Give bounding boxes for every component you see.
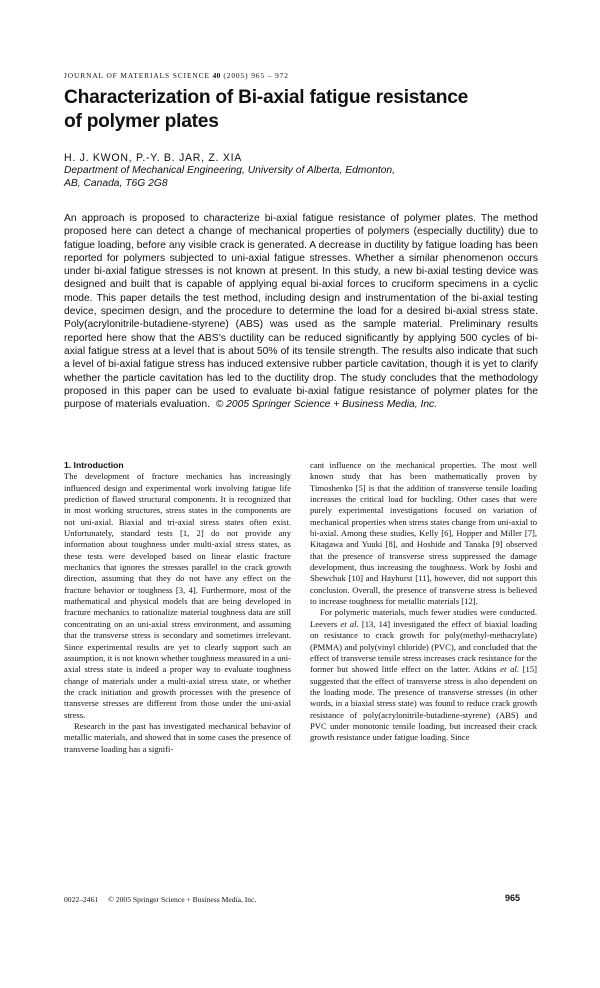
article-title [64,86,534,134]
page-number: 965 [505,893,521,903]
paragraph [310,607,537,743]
et-al-italic: et al [340,618,357,629]
affiliation-line-1: Department of Mechanical Engineering, University of Alberta, Edmonton, [64,165,396,176]
abstract-copyright: © 2005 Springer Science + Business Media, Inc. [215,399,438,411]
affiliation-line-2: AB, Canada, T6G 2G8 [64,178,168,190]
abstract-text: An approach is proposed to characterize bi-axial fatigue resistance of polymer plates. The method proposed here can detect a change of mechanical properties of polymers (especially ductility) due to fatigue loading, before any visible crack is generated. A decrease in ductility by fatigue loading has been reported for polymers subjected to uni-axial fatigue stresses. Whether a similar phenomenon occurs under bi-axial fatigue stresses is not known at present. In this study, a new bi-axial testing device was designed and built that is capable of applying equal bi-axial forces to cruciform specimens in a cyclic mode. This paper details the test method, including design and instrumentation of the bi-axial testing device, specimen design, and the procedure to determine the load for a desired bi-axial stress state. Poly(acrylonitrile-butadiene-styrene) (ABS) was used as the sample material. Preliminary results reported here show that the ABS’s ductility can be reduced significantly by applying 500 cycles of bi-axial fatigue stress at a level that is about 50% of its tensile strength. The results also indicate that such a level of bi-axial fatigue stress has induced extensive rubber particle cavitation, though it is yet to clarify whether the particle cavitation has led to the ductility drop. The study concludes that the methodology proposed in this paper can be used to evaluate bi-axial fatigue resistance of polymer plates for the purpose of materials evaluation. [64,213,538,411]
title-line-2: of polymer plates [64,111,219,132]
et-al-italic: et al [500,664,517,675]
abstract [64,212,538,411]
paragraph: Research in the past has investigated mechanical behavior of metallic materials, and showed that in some cases the presence of transverse loading has a signifi- [64,720,291,754]
paragraph-text: For polymeric materials, much fewer studies were conducted. Leevers [310,607,537,629]
journal-year-pages: (2005) 965 – 972 [223,71,289,80]
footer-issn: 0022–2461 [64,895,99,904]
title-line-1: Characterization of Bi-axial fatigue resistance [64,87,469,108]
footer-copyright: © 2005 Springer Science + Business Media, Inc. [108,895,257,904]
journal-volume: 40 [212,71,221,80]
journal-name: JOURNAL OF MATERIALS SCIENCE [64,71,210,80]
body-column-left [64,460,291,755]
paragraph: The development of fracture mechanics has increasingly influenced design and experimental work involving fatigue life prediction of flawed structural components. It is recognized that in most working structures, stress states in the components are not uni-axial. Biaxial and tri-axial stress states often exist. Unfortunately, standard tests [1, 2] do not provide any information about toughness under multi-axial stress states, as these tests were developed based on linear elastic fracture mechanics that ignores the stresses parallel to the crack growth direction, assuming that they do not have any effect on the fracture behavior or toughness [3, 4]. Furthermore, most of the mathematical and physical models that are being developed in fracture mechanics to rationalize material toughness data are still concentrating on an uni-axial stress environment, and assuming that the transverse stress is secondary and sometimes irrelevant. Since experimental results are yet to clearly support such an assumption, it is not known whether toughness measured in a uni-axial stress state is indeed a proper way to evaluate toughness change of materials under a multi-axial stress state, or whether the crack initiation and growth processes with the presence of transverse stresses are different from those under the uni-axial stress. [64,471,291,720]
footer-info [64,895,256,904]
section-heading-introduction: 1. Introduction [64,460,124,470]
author-affiliation [64,164,444,190]
paragraph: cant influence on the mechanical properties. The most well known study that has been mathematically proven by Timoshenko [5] is that the addition of transverse tensile loading increases the critical load for buckling. Other cases that were purely experimental investigations focused on variation of mechanical properties when stress states change from uni-axial to bi-axial. Among these studies, Kelly [6], Hopper and Miller [7], Kitagawa and Yuuki [8], and Hoshide and Tanaka [9] observed that the presence of transverse stress suppressed the damage development, thus increasing the toughness. Work by Joshi and Shewchuk [10] and Hayhurst [11], however, did not support this conclusion. Overall, the presence of transverse stress is believed to increase toughness for metallic materials [12]. [310,460,537,607]
paragraph-text: . [13, 14] investigated the effect of biaxial loading on resistance to crack growth for poly(methyl-methacrylate) (PMMA) and poly(vinyl chloride) (PVC), and concluded that the effect of transverse tensile stress increases crack resistance for the former but showed little effect on the latter. Atkins [310,618,537,675]
paragraph-text: . [15] suggested that the effect of transverse stress is also dependent on the loading mode. The presence of transverse stresses (in other words, in a biaxial stress state) was found to reduce crack growth resistance of poly(acrylonitrile-butadiene-styrene) (ABS) and PVC under monotonic tensile loading, but increased their crack growth resistance under fatigue loading. Since [310,664,537,743]
author-list: H. J. KWON, P.-Y. B. JAR, Z. XIA [64,152,243,164]
body-column-right [310,460,537,744]
running-header [64,71,544,80]
